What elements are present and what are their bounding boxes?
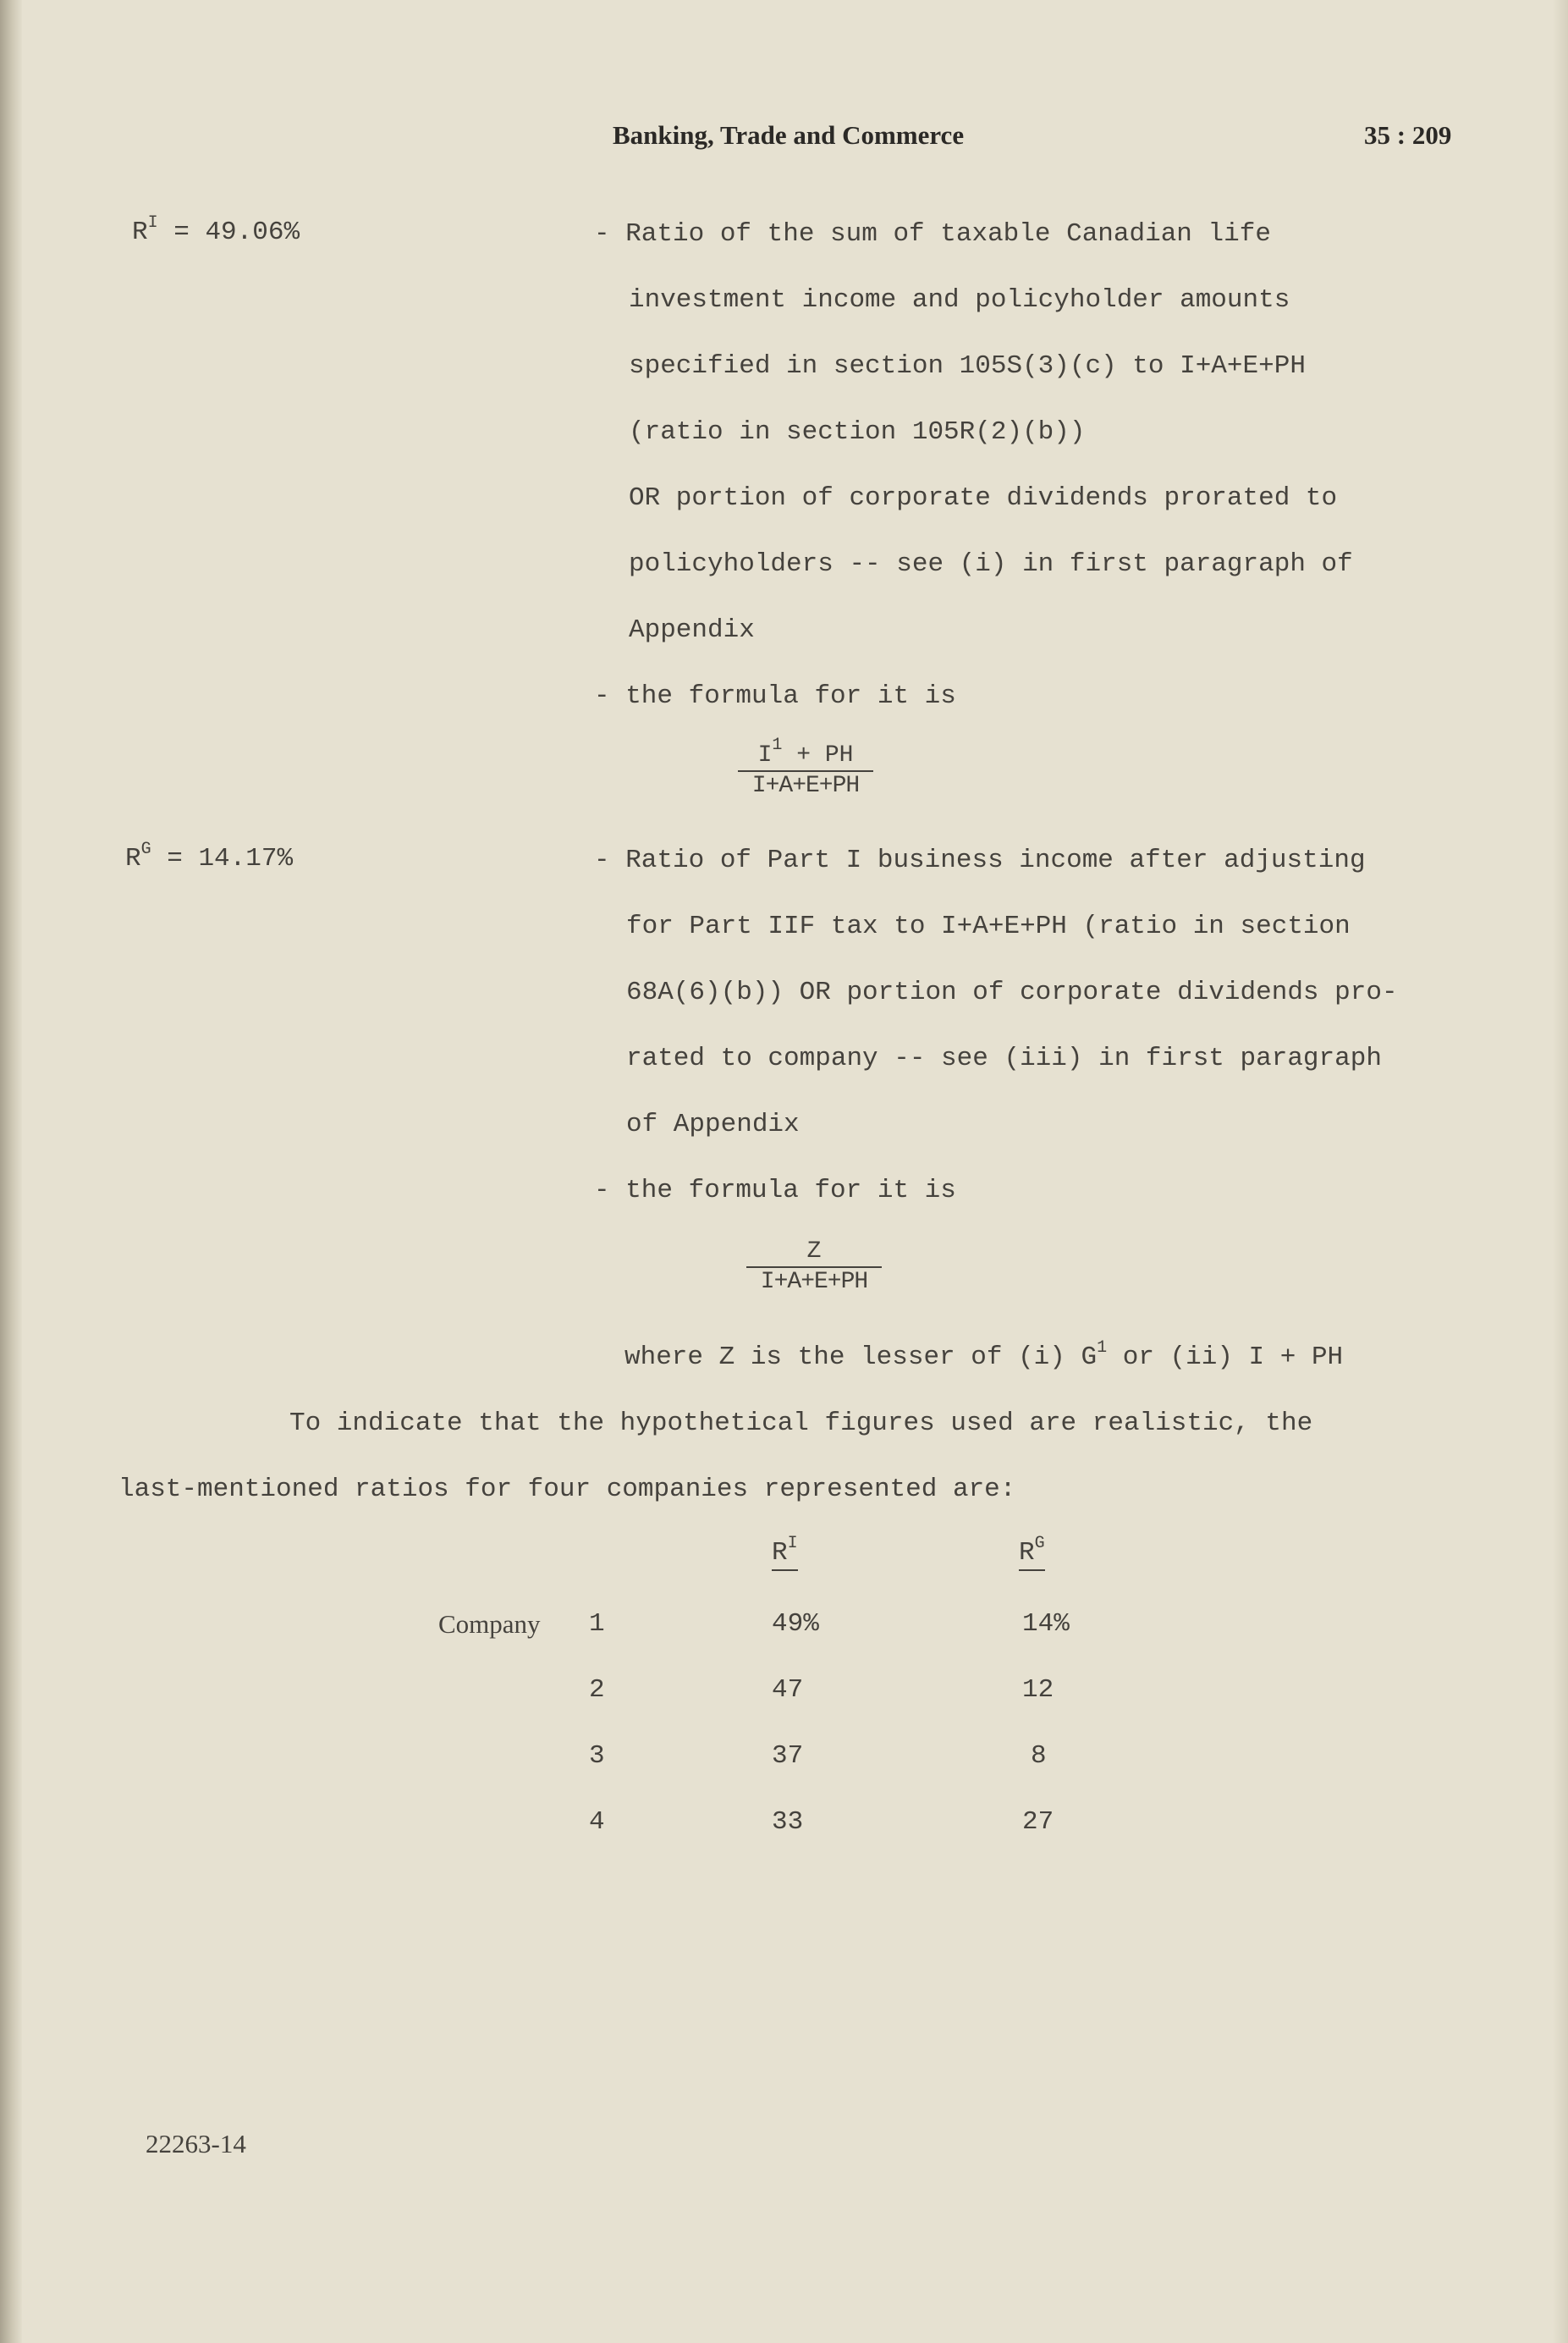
rg-where-clause: where Z is the lesser of (i) $G^1$ or (ii) I + PH — [624, 1338, 1344, 1372]
ri-formula — [738, 736, 873, 801]
rg-line-5: of Appendix — [626, 1110, 800, 1139]
rg-formula-denominator: I+A+E+PH — [746, 1266, 882, 1297]
table-row-4-company: 4 — [589, 1807, 605, 1837]
ri-symbol: R — [132, 218, 148, 247]
page-number: 35 : 209 — [1364, 120, 1452, 150]
ri-line-8: - the formula for it is — [594, 681, 956, 711]
ri-line-1: - Ratio of the sum of taxable Canadian life — [594, 219, 1271, 249]
table-row-2-ri: 47 — [772, 1675, 804, 1705]
rg-line-6: - the formula for it is — [594, 1176, 956, 1205]
rg-value: = 14.17% — [167, 844, 294, 874]
table-row-3-rg: 8 — [1031, 1741, 1047, 1771]
ri-formula-numerator: $I^1$ + PH — [757, 736, 854, 769]
rg-label — [125, 840, 294, 875]
page-right-edge — [1553, 0, 1568, 2343]
footer-code: 22263-14 — [146, 2129, 246, 2158]
ri-line-7: Appendix — [629, 615, 755, 645]
table-row-3-ri: 37 — [772, 1741, 804, 1771]
rg-superscript: G — [140, 840, 151, 859]
ri-line-5: OR portion of corporate dividends prorated to — [629, 483, 1338, 513]
rg-line-4: rated to company -- see (iii) in first paragraph — [626, 1044, 1382, 1073]
ri-line-4: (ratio in section 105R(2)(b)) — [629, 417, 1086, 447]
ri-superscript: I — [147, 213, 158, 233]
rg-formula — [746, 1238, 882, 1297]
rg-line-1: - Ratio of Part I business income after adjusting — [594, 846, 1366, 875]
rg-symbol: R — [125, 844, 141, 874]
ri-value: = 49.06% — [173, 218, 300, 247]
rg-line-3: 68A(6)(b)) OR portion of corporate dividends pro- — [626, 978, 1398, 1007]
ri-formula-denominator: I+A+E+PH — [738, 770, 873, 801]
paragraph-line-2: last-mentioned ratios for four companies represented are: — [118, 1475, 1016, 1504]
ri-line-3: specified in section 105S(3)(c) to I+A+E+PH — [629, 351, 1306, 381]
table-header-rg: $R^G$ — [1019, 1537, 1045, 1569]
rg-line-2: for Part IIF tax to I+A+E+PH (ratio in section — [626, 912, 1351, 941]
running-header-title: Banking, Trade and Commerce — [613, 120, 965, 150]
page-binding-edge — [0, 0, 22, 2343]
table-row-1-ri: 49% — [772, 1609, 819, 1639]
paragraph-line-1: To indicate that the hypothetical figures used are realistic, the — [289, 1409, 1313, 1438]
table-row-3-company: 3 — [589, 1741, 605, 1771]
table-row-2-company: 2 — [589, 1675, 605, 1705]
table-row-4-ri: 33 — [772, 1807, 804, 1837]
ri-line-2: investment income and policyholder amounts — [629, 285, 1290, 315]
ri-label — [132, 213, 300, 249]
rg-formula-numerator: Z — [806, 1238, 822, 1265]
table-header-ri: $R^I$ — [772, 1537, 798, 1569]
table-row-4-rg: 27 — [1022, 1807, 1054, 1837]
ri-line-6: policyholders -- see (i) in first paragraph of — [629, 549, 1353, 579]
table-row-2-rg: 12 — [1022, 1675, 1054, 1705]
table-row-1-rg: 14% — [1022, 1609, 1070, 1639]
table-row-1-company: 1 — [589, 1609, 605, 1639]
table-row-label: Company — [438, 1609, 541, 1639]
